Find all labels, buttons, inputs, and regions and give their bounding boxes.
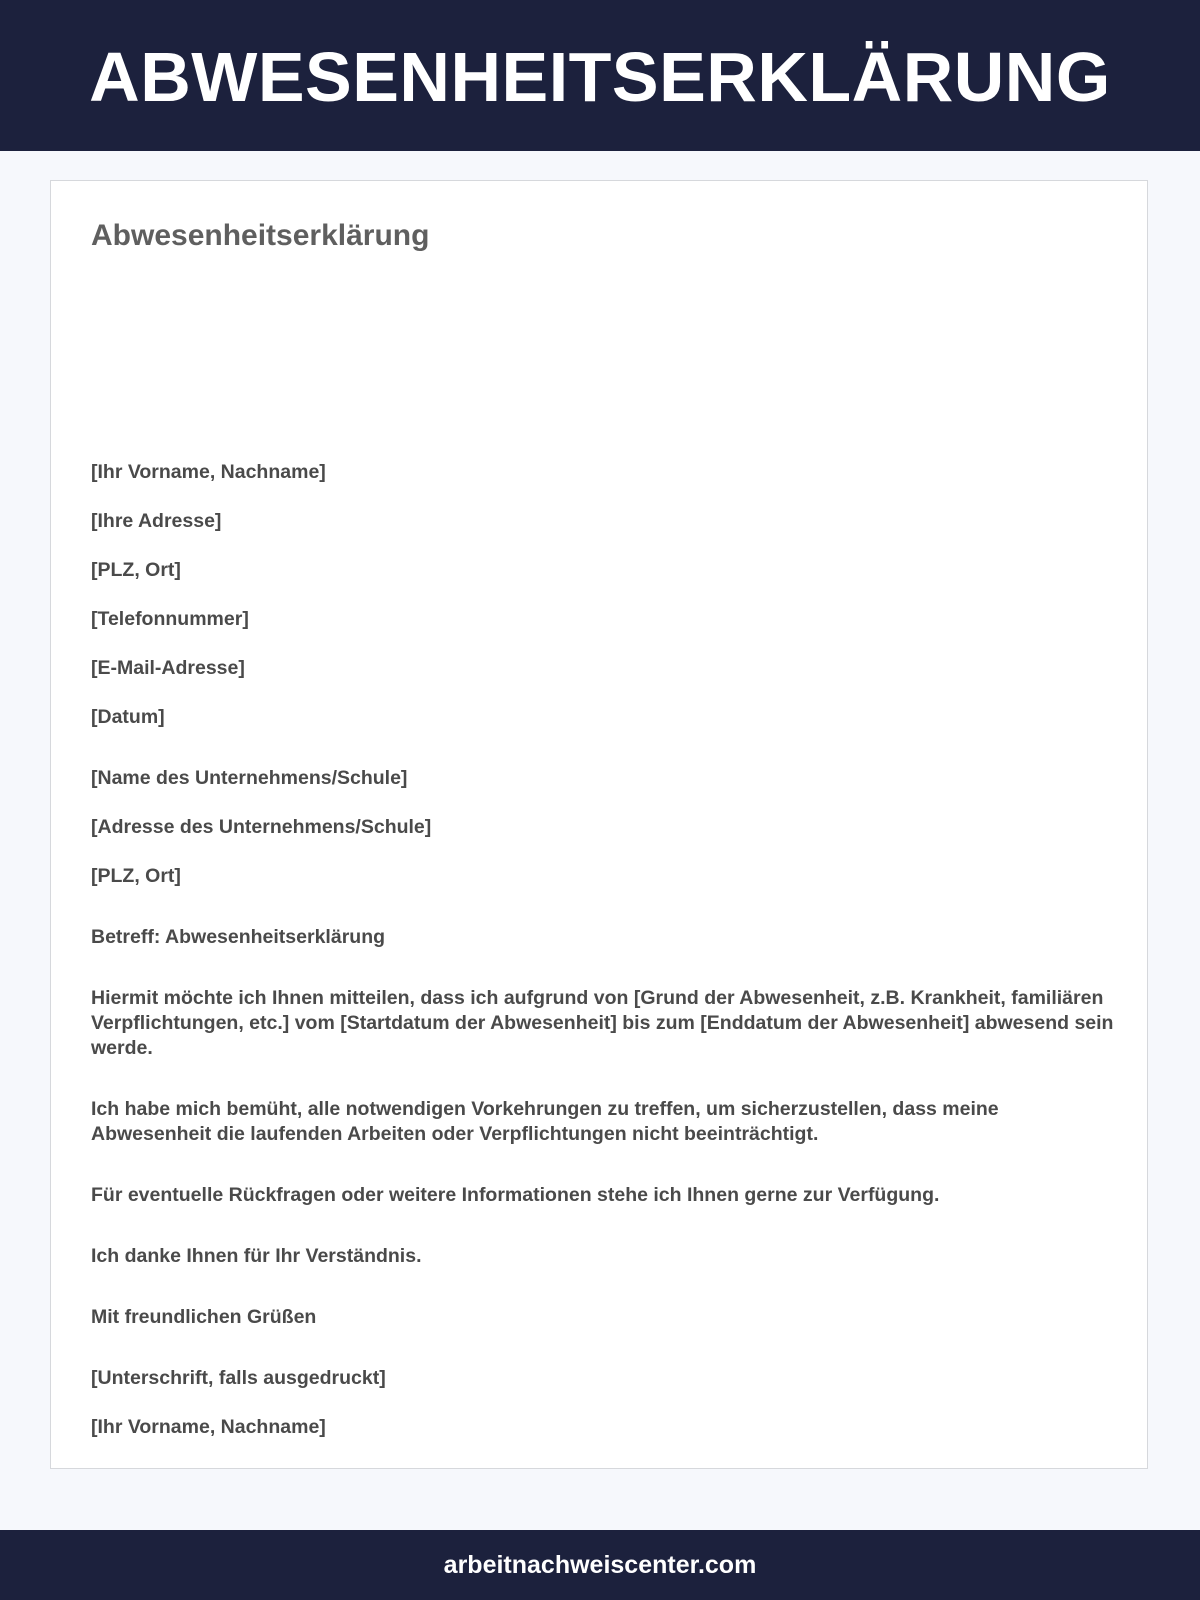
letter-subject: Betreff: Abwesenheitserklärung (91, 926, 386, 948)
page-header (0, 0, 1200, 151)
recipient-city: [PLZ, Ort] (91, 865, 181, 887)
sender-email: [E-Mail-Adresse] (91, 657, 245, 679)
sender-address: [Ihre Adresse] (91, 510, 222, 532)
recipient-address: [Adresse des Unternehmens/Schule] (91, 816, 432, 838)
signature-name: [Ihr Vorname, Nachname] (91, 1416, 326, 1438)
sender-phone: [Telefonnummer] (91, 608, 249, 630)
document-card (50, 180, 1148, 1469)
header-title: ABWESENHEITSERKLÄRUNG (89, 37, 1111, 116)
body-paragraph: Ich habe mich bemüht, alle notwendigen Vorkehrungen zu treffen, um sicherzustellen, dass meine Abwesenheit die laufenden Arbeiten oder Verpflichtungen nicht beeinträchtigt. (91, 1098, 999, 1145)
sender-name: [Ihr Vorname, Nachname] (91, 461, 326, 483)
page-footer (0, 1530, 1200, 1600)
footer-website: arbeitnachweiscenter.com (443, 1550, 757, 1579)
body-paragraph: Ich danke Ihnen für Ihr Verständnis. (91, 1245, 422, 1267)
body-paragraph: Hiermit möchte ich Ihnen mitteilen, dass ich aufgrund von [Grund der Abwesenheit, z.B. Krankheit, familiären Verpflichtungen, etc.] vom [Startdatum der Abwesenheit] bis zum [Enddatum der Abwesenheit] abwesend sein werde. (91, 987, 1114, 1059)
body-paragraph: Für eventuelle Rückfragen oder weitere Informationen stehe ich Ihnen gerne zur Verfügung. (91, 1184, 940, 1206)
document-title: Abwesenheitserklärung (91, 219, 430, 252)
letter-closing: Mit freundlichen Grüßen (91, 1306, 317, 1328)
letter-date: [Datum] (91, 706, 165, 728)
recipient-name: [Name des Unternehmens/Schule] (91, 767, 408, 789)
sender-city: [PLZ, Ort] (91, 559, 181, 581)
signature-placeholder: [Unterschrift, falls ausgedruckt] (91, 1367, 386, 1389)
